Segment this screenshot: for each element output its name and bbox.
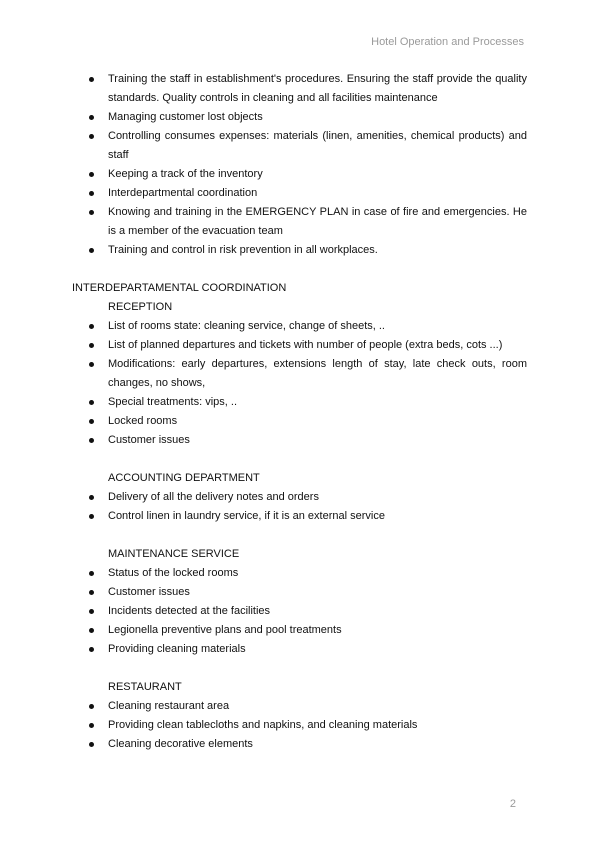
bullet-icon: [89, 191, 94, 196]
spacer: [72, 659, 527, 678]
list-item: Status of the locked rooms: [72, 564, 527, 583]
subsection-title-accounting: ACCOUNTING DEPARTMENT: [108, 472, 260, 484]
list-item: Controlling consumes expenses: materials (linen, amenities, chemical products) and staff: [72, 127, 527, 165]
bullet-icon: [89, 571, 94, 576]
list-item: List of rooms state: cleaning service, change of sheets, ..: [72, 317, 527, 336]
list-item: Knowing and training in the EMERGENCY PLAN in case of fire and emergencies. He is a member of the evacuation team: [72, 203, 527, 241]
bullet-icon: [89, 362, 94, 367]
bullet-icon: [89, 742, 94, 747]
list-item: Locked rooms: [72, 412, 527, 431]
spacer: [72, 450, 527, 469]
bullet-icon: [89, 647, 94, 652]
list-item: Cleaning decorative elements: [72, 735, 527, 754]
list-item: Interdepartmental coordination: [72, 184, 527, 203]
list-item: List of planned departures and tickets with number of people (extra beds, cots ...): [72, 336, 527, 355]
responsibilities-list: [72, 70, 527, 260]
bullet-icon: [89, 343, 94, 348]
reception-list: [72, 317, 527, 450]
restaurant-list: [72, 697, 527, 754]
section-heading: INTERDEPARTAMENTAL COORDINATION: [72, 282, 287, 294]
accounting-list: [72, 488, 527, 526]
bullet-icon: [89, 419, 94, 424]
list-item: Special treatments: vips, ..: [72, 393, 527, 412]
list-item: Managing customer lost objects: [72, 108, 527, 127]
bullet-icon: [89, 704, 94, 709]
subsection-title-reception: RECEPTION: [108, 301, 173, 313]
bullet-icon: [89, 514, 94, 519]
maintenance-list: [72, 564, 527, 659]
page-number: 2: [509, 798, 516, 810]
list-item: Providing cleaning materials: [72, 640, 527, 659]
list-item: Legionella preventive plans and pool treatments: [72, 621, 527, 640]
subsection-title-restaurant: RESTAURANT: [108, 681, 182, 693]
list-item: Delivery of all the delivery notes and orders: [72, 488, 527, 507]
list-item: Customer issues: [72, 583, 527, 602]
bullet-icon: [89, 248, 94, 253]
page-content: [72, 70, 527, 754]
list-item: Modifications: early departures, extensions length of stay, late check outs, room changes, no shows,: [72, 355, 527, 393]
subsection-title-maintenance: MAINTENANCE SERVICE: [108, 548, 240, 560]
bullet-icon: [89, 723, 94, 728]
bullet-icon: [89, 134, 94, 139]
list-item: Cleaning restaurant area: [72, 697, 527, 716]
list-item: Providing clean tablecloths and napkins, and cleaning materials: [72, 716, 527, 735]
bullet-icon: [89, 210, 94, 215]
list-item: Training the staff in establishment's procedures. Ensuring the staff provide the quality standards. Quality controls in cleaning and all facilities maintenance: [72, 70, 527, 108]
bullet-icon: [89, 324, 94, 329]
bullet-icon: [89, 77, 94, 82]
list-item: Incidents detected at the facilities: [72, 602, 527, 621]
list-item: Training and control in risk prevention in all workplaces.: [72, 241, 527, 260]
bullet-icon: [89, 609, 94, 614]
spacer: [72, 526, 527, 545]
bullet-icon: [89, 495, 94, 500]
bullet-icon: [89, 628, 94, 633]
list-item: Control linen in laundry service, if it is an external service: [72, 507, 527, 526]
list-item: Keeping a track of the inventory: [72, 165, 527, 184]
bullet-icon: [89, 400, 94, 405]
bullet-icon: [89, 438, 94, 443]
list-item: Customer issues: [72, 431, 527, 450]
bullet-icon: [89, 172, 94, 177]
bullet-icon: [89, 590, 94, 595]
bullet-icon: [89, 115, 94, 120]
page-header: Hotel Operation and Processes: [371, 36, 524, 48]
